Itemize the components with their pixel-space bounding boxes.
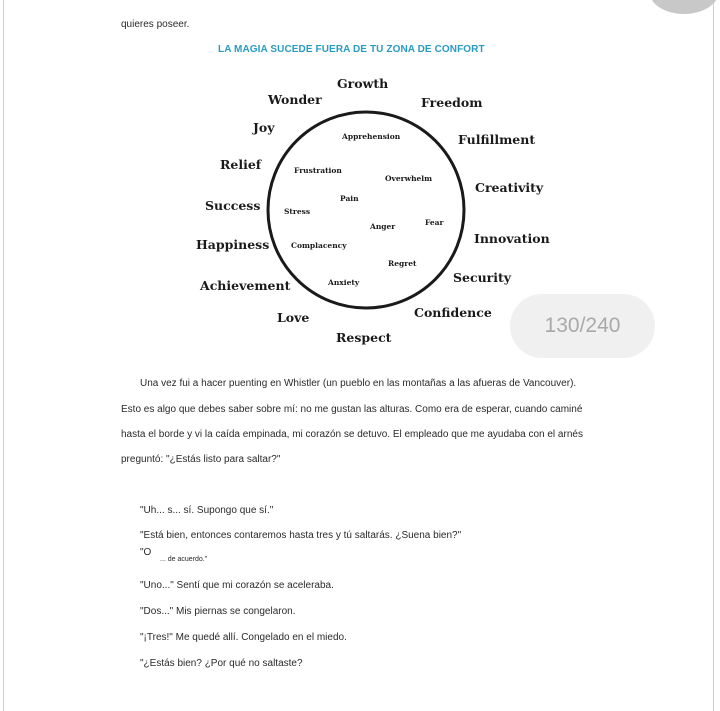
page-counter xyxy=(510,294,655,358)
dialogue-line: "Uh... s... sí. Supongo que sí." xyxy=(140,505,274,516)
inside-word-complacency: Complacency xyxy=(291,241,347,250)
outside-word-creativity: Creativity xyxy=(475,180,544,195)
outside-word-confidence: Confidence xyxy=(414,305,492,320)
outside-word-growth: Growth xyxy=(337,76,389,91)
dialogue-line: "¿Estás bien? ¿Por qué no saltaste? xyxy=(140,658,303,669)
dialogue-line: "Uno..." Sentí que mi corazón se aceleraba. xyxy=(140,580,334,591)
outside-word-respect: Respect xyxy=(336,330,392,345)
inside-word-frustration: Frustration xyxy=(294,166,342,175)
outside-word-happiness: Happiness xyxy=(196,237,270,252)
outside-word-love: Love xyxy=(277,310,310,325)
outside-word-freedom: Freedom xyxy=(421,95,483,110)
outside-word-innovation: Innovation xyxy=(474,231,550,246)
inside-word-regret: Regret xyxy=(388,259,417,268)
dialogue-line: "¡Tres!" Me quedé allí. Congelado en el miedo. xyxy=(140,632,347,643)
diagram-title: LA MAGIA SUCEDE FUERA DE TU ZONA DE CONFORT xyxy=(218,44,485,55)
dialogue-line: ... de acuerdo." xyxy=(160,556,208,563)
inside-word-anger: Anger xyxy=(370,222,396,231)
outside-word-success: Success xyxy=(205,198,261,213)
inside-word-anxiety: Anxiety xyxy=(328,278,360,287)
outside-word-fulfillment: Fulfillment xyxy=(458,132,536,147)
outside-word-achievement: Achievement xyxy=(200,278,291,293)
inside-word-apprehension: Apprehension xyxy=(342,132,401,141)
paragraph-line: hasta el borde y vi la caída empinada, mi corazón se detuvo. El empleado que me ayudaba con el arnés xyxy=(121,429,583,440)
outside-word-wonder: Wonder xyxy=(268,92,322,107)
inside-word-stress: Stress xyxy=(284,207,311,216)
paragraph-line: Una vez fui a hacer puenting en Whistler (un pueblo en las montañas a las afueras de Vancouver). xyxy=(140,378,577,389)
top-line: quieres poseer. xyxy=(121,19,190,30)
inside-word-overwhelm: Overwhelm xyxy=(385,174,433,183)
outside-word-relief: Relief xyxy=(220,157,262,172)
page-counter-text: 130/240 xyxy=(544,314,621,337)
dialogue-line: "Está bien, entonces contaremos hasta tres y tú saltarás. ¿Suena bien?" xyxy=(140,530,462,541)
outside-word-joy: Joy xyxy=(253,120,275,135)
outside-word-security: Security xyxy=(453,270,512,285)
paragraph-line: Esto es algo que debes saber sobre mí: no me gustan las alturas. Como era de esperar, cuando caminé xyxy=(121,404,583,415)
inside-word-fear: Fear xyxy=(425,218,444,227)
dialogue-line: "O xyxy=(140,547,152,558)
paragraph-line: preguntó: "¿Estás listo para saltar?" xyxy=(121,454,281,465)
dialogue-line: "Dos..." Mis piernas se congelaron. xyxy=(140,606,296,617)
inside-word-pain: Pain xyxy=(340,194,359,203)
